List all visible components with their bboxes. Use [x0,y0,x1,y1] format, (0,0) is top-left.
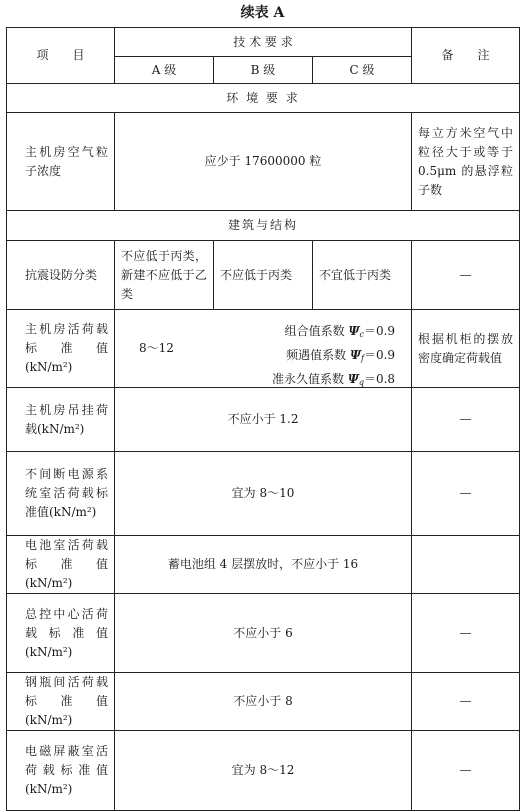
table-row [7,113,520,211]
row-label-shield-load: 电磁屏蔽室活荷载标准值(kN/m²) [7,731,115,811]
row-label-control-load: 总控中心活荷载标准值(kN/m²) [7,594,115,673]
row-remark-shield-load: — [412,731,520,811]
row-value-particle: 应少于 17600000 粒 [115,113,412,211]
spec-table [6,27,520,811]
row-value-floor-load [115,310,412,388]
floor-load-range: 8～12 [139,340,174,355]
section-build: 建筑与结构 [7,211,520,241]
row-value-ups-load: 宜为 8～10 [115,452,412,536]
row-label-hang-load: 主机房吊挂荷载(kN/m²) [7,388,115,452]
coefficient-list [272,321,395,388]
coef-combination: 组合值系数 $\Psi_c=0.9$ [284,323,396,339]
row-value-battery-load: 蓄电池组 4 层摆放时，不应小于 16 [115,536,412,594]
coef-quasi-permanent: 准永久值系数 $\Psi_q=0.8$ [272,371,396,387]
row-value-cylinder-load: 不应小于 8 [115,673,412,731]
row-value-hang-load: 不应小于 1.2 [115,388,412,452]
section-row-env [7,84,520,113]
table-row [7,388,520,452]
header-grade-c: C 级 [313,57,412,84]
row-label-battery-load: 电池室活荷载标准值(kN/m²) [7,536,115,594]
row-remark-cylinder-load: — [412,673,520,731]
section-row-build [7,211,520,241]
row-remark-floor-load: 根据机柜的摆放密度确定荷载值 [412,310,520,388]
row-remark-ups-load: — [412,452,520,536]
header-tech-req: 技 术 要 求 [115,28,412,57]
table-row [7,536,520,594]
table-row [7,673,520,731]
row-remark-hang-load: — [412,388,520,452]
row-seismic-c: 不宜低于丙类 [313,241,412,310]
row-label-particle: 主机房空气粒子浓度 [7,113,115,211]
row-remark-control-load: — [412,594,520,673]
header-grade-a: A 级 [115,57,214,84]
section-env: 环 境 要 求 [7,84,520,113]
header-item: 项 目 [7,28,115,84]
coef-frequent: 频遇值系数 $\Psi_f=0.9$ [286,347,396,363]
table-title: 续表 A [240,5,285,21]
table-row [7,452,520,536]
row-remark-battery-load [412,536,520,594]
row-label-seismic: 抗震设防分类 [7,241,115,310]
header-grade-b: B 级 [214,57,313,84]
row-seismic-a: 不应低于丙类，新建不应低于乙类 [115,241,214,310]
row-label-cylinder-load: 钢瓶间活荷载标准值(kN/m²) [7,673,115,731]
header-row-1 [7,28,520,57]
row-value-control-load: 不应小于 6 [115,594,412,673]
table-row [7,310,520,388]
row-remark-particle: 每立方米空气中粒径大于或等于 0.5μm 的悬浮粒子数 [412,113,520,211]
table-row [7,594,520,673]
row-label-ups-load: 不间断电源系统室活荷载标准值(kN/m²) [7,452,115,536]
row-value-shield-load: 宜为 8～12 [115,731,412,811]
row-label-floor-load: 主机房活荷载标准值(kN/m²) [7,310,115,388]
header-remark: 备 注 [412,28,520,84]
table-row [7,241,520,310]
row-seismic-b: 不应低于丙类 [214,241,313,310]
row-remark-seismic: — [412,241,520,310]
